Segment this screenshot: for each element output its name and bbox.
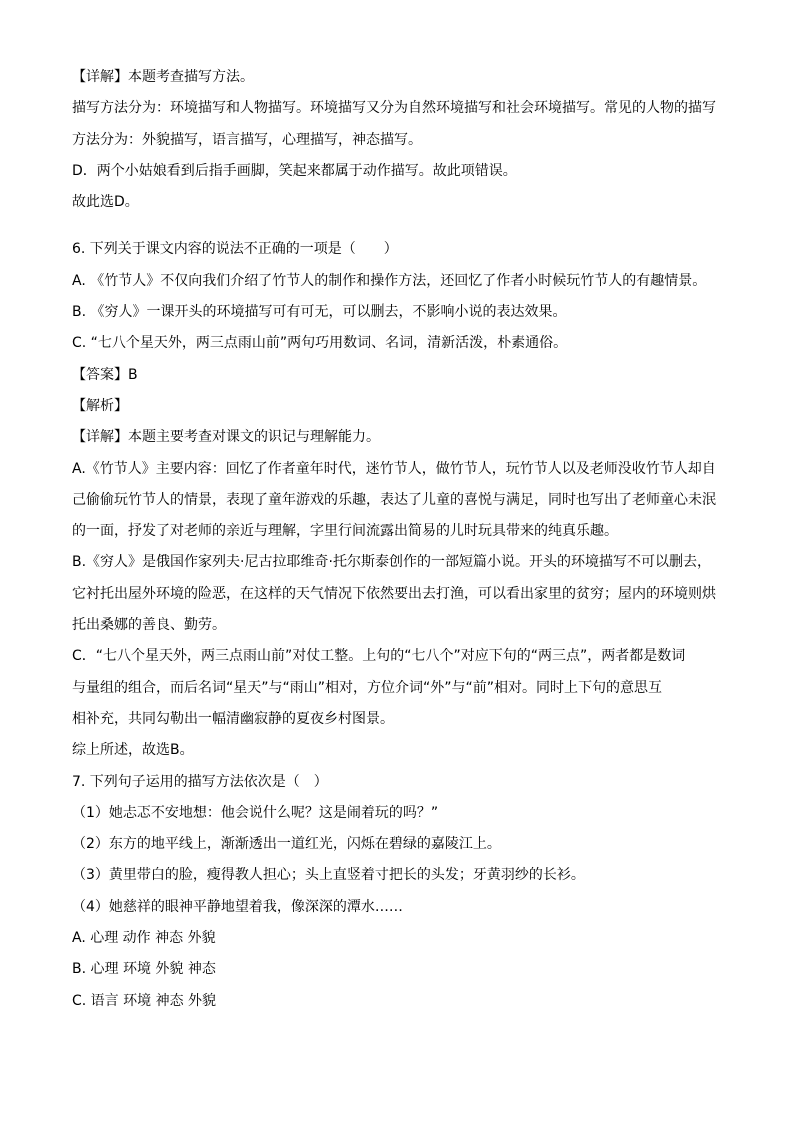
q5-explain-line: 描写方法分为：环境描写和人物描写。环境描写又分为自然环境描写和社会环境描写。常见的人物的描写 [72,100,716,117]
q6-analysis-label: 【解析】 [72,397,128,414]
q7-option-b: B. 心理 环境 外貌 神态 [72,961,216,978]
q5-explain-line: 方法分为：外貌描写，语言描写，心理描写，神态描写。 [72,131,422,148]
q5-conclusion: 故此选D。 [72,194,139,211]
q6-explain-line: B.《穷人》是俄国作家列夫·尼古拉耶维奇·托尔斯泰创作的一部短篇小说。开头的环境描写不可以删去， [72,554,711,571]
q6-explain-line: C．“七八个星天外，两三点雨山前”对仗工整。上句的“七八个”对应下句的“两三点”，两者都是数词 [72,648,686,665]
q6-explain-line: 托出桑娜的善良、勤劳。 [72,617,226,634]
document-page [72,62,732,1017]
q7-sentence: （1）她忐忑不安地想：他会说什么呢？这是闹着玩的吗？” [72,804,439,821]
q7-sentence: （4）她慈祥的眼神平静地望着我，像深深的潭水…… [72,898,403,915]
q6-explain-line: 己偷偷玩竹节人的情景，表现了童年游戏的乐趣，表达了儿童的喜悦与满足，同时也写出了老师童心未泯 [72,491,716,508]
q6-answer: 【答案】B [72,366,138,383]
q6-explain-line: 与量组的组合，而后名词“星天”与“雨山”相对，方位介词“外”与“前”相对。同时上下句的意思互 [72,679,663,696]
q5-explanation [72,62,732,218]
q6-option-b: B. 《穷人》一课开头的环境描写可有可无，可以删去，不影响小说的表达效果。 [72,304,567,321]
question-6 [72,234,732,766]
q5-explain-line: D．两个小姑娘看到后指手画脚，笑起来都属于动作描写。故此项错误。 [72,162,517,179]
q7-option-a: A. 心理 动作 神态 外貌 [72,930,216,947]
q7-stem: 7. 下列句子运用的描写方法依次是（ ） [72,773,328,790]
question-7 [72,767,732,1017]
q6-option-c: C. “七八个星天外，两三点雨山前”两句巧用数词、名词，清新活泼，朴素通俗。 [72,335,568,352]
q5-detail: 【详解】本题考查描写方法。 [72,69,254,85]
q6-stem: 6. 下列关于课文内容的说法不正确的一项是（ ） [72,241,398,258]
q7-option-c: C. 语言 环境 神态 外貌 [72,992,217,1009]
q6-option-a: A. 《竹节人》不仅向我们介绍了竹节人的制作和操作方法，还回忆了作者小时候玩竹节人的有趣情景。 [72,272,707,289]
q6-explain-line: 它衬托出屋外环境的险恶，在这样的天气情况下依然要出去打渔，可以看出家里的贫穷；屋内的环境则烘 [72,585,716,602]
q6-explain-line: 的一面，抒发了对老师的亲近与理解，字里行间流露出简易的儿时玩具带来的纯真乐趣。 [72,523,618,540]
q7-sentence: （2）东方的地平线上，渐渐透出一道红光，闪烁在碧绿的嘉陵江上。 [72,836,501,853]
q6-explain-line: A.《竹节人》主要内容：回忆了作者童年时代，迷竹节人，做竹节人，玩竹节人以及老师没收竹节人却自 [72,460,716,477]
q7-sentence: （3）黄里带白的脸，瘦得教人担心；头上直竖着寸把长的头发；牙黄羽纱的长衫。 [72,867,585,884]
q6-conclusion: 综上所述，故选B。 [72,742,194,759]
q6-detail: 【详解】本题主要考查对课文的识记与理解能力。 [72,429,380,446]
q6-explain-line: 相补充，共同勾勒出一幅清幽寂静的夏夜乡村图景。 [72,710,394,727]
